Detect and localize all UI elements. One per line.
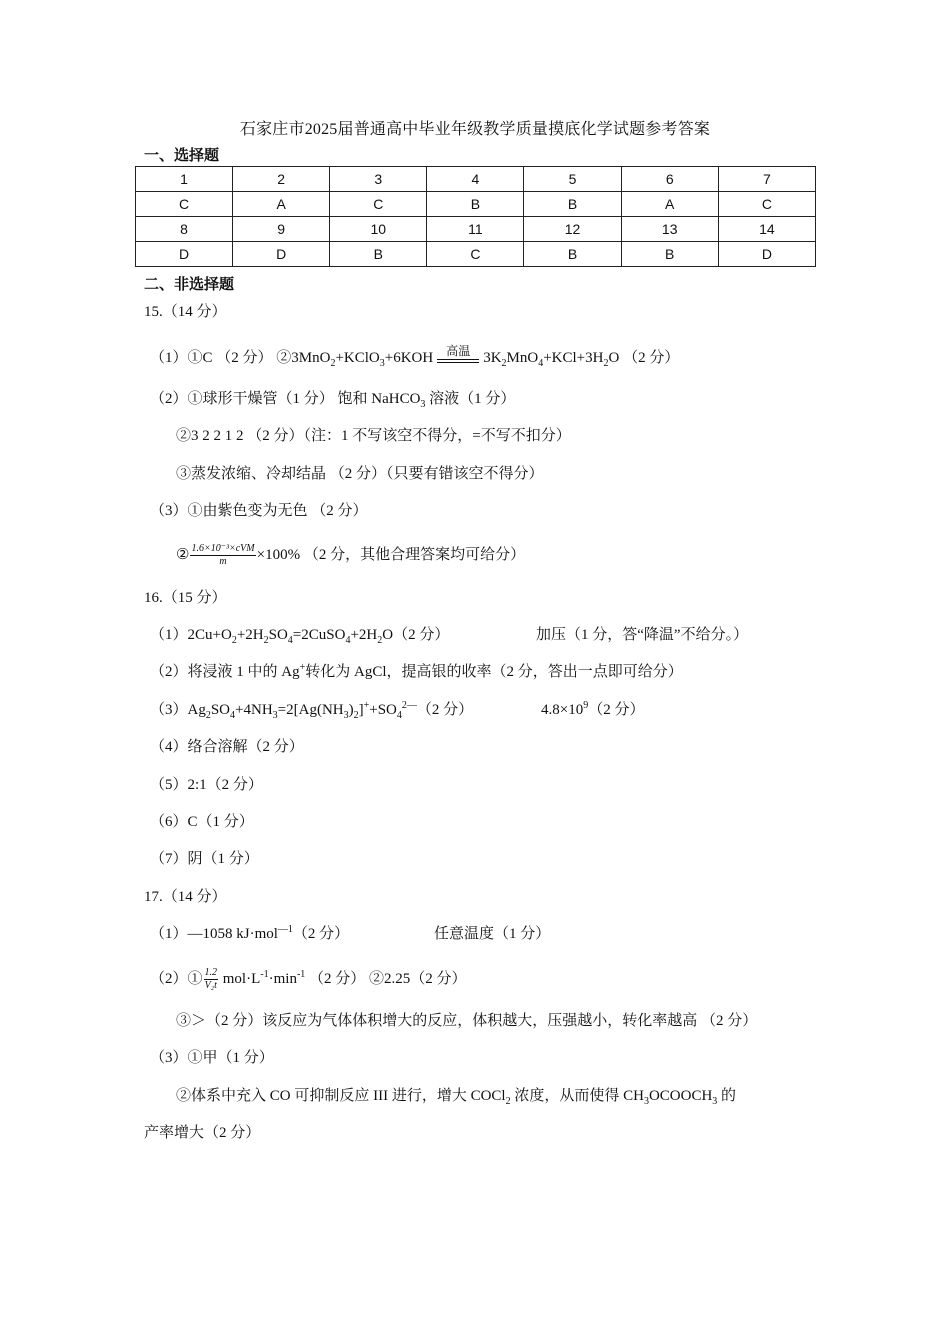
table-cell: 12	[524, 217, 621, 242]
table-row	[136, 217, 816, 242]
q17-line-6: 产率增大（2 分）	[144, 1125, 261, 1141]
table-cell: 13	[621, 217, 718, 242]
table-cell: B	[524, 192, 621, 217]
q15-l2-text: （2）①球形干燥管（1 分） 饱和 NaHCO	[150, 391, 421, 407]
table-cell: A	[233, 192, 330, 217]
table-row	[136, 192, 816, 217]
table-cell: C	[136, 192, 233, 217]
table-cell: 9	[233, 217, 330, 242]
table-cell: A	[621, 192, 718, 217]
q17-line-5: ②体系中充入 CO 可抑制反应 III 进行，增大 COCl$_2$ 浓度，从而使得 $CH_3OCOOCH_3$ 的	[176, 1088, 737, 1107]
table-cell: B	[330, 242, 427, 267]
q15-l2-text-b: 溶液（1 分）	[425, 391, 516, 407]
q17-heading: 17.（14 分）	[144, 889, 227, 905]
table-cell: B	[621, 242, 718, 267]
table-cell: C	[330, 192, 427, 217]
table-cell: 2	[233, 167, 330, 192]
table-cell: 4	[427, 167, 524, 192]
table-cell: C	[427, 242, 524, 267]
q15-line-3: ②3 2 2 1 2 （2 分）（注：1 不写该空不得分，=不写不扣分）	[176, 428, 571, 444]
q17-line-1b: 任意温度（1 分）	[434, 926, 551, 942]
section-nonchoice-heading: 二、非选择题	[144, 275, 235, 293]
table-cell: B	[524, 242, 621, 267]
table-cell: 3	[330, 167, 427, 192]
table-cell: 11	[427, 217, 524, 242]
q16-line-7: （7）阴（1 分）	[150, 851, 259, 867]
q16-line-3: $(3)Ag_2SO_4+4NH_3=2[Ag(NH_3)_2]^++SO_4^{2—}(2$ 分）	[150, 700, 474, 721]
table-cell: 8	[136, 217, 233, 242]
q16-line-1b: 加压（1 分，答“降温”不给分。）	[536, 627, 749, 643]
table-cell: D	[233, 242, 330, 267]
rate-fraction: $\frac{1.2}{\text{V₂t}}$	[204, 967, 218, 991]
q16-heading: 16.（15 分）	[144, 590, 227, 606]
table-cell: C	[718, 192, 815, 217]
q15-line-2: （2）①球形干燥管（1 分） 饱和 NaHCO$_3$ 溶液（1 分）	[150, 391, 516, 410]
table-cell: 1	[136, 167, 233, 192]
q17-line-4: （3）①甲（1 分）	[150, 1050, 274, 1066]
q16-line-6: （6）C（1 分）	[150, 814, 254, 830]
q16-line-4: （4）络合溶解（2 分）	[150, 739, 304, 755]
q16-line-1: $(1)2Cu+O_2+2H_2SO_4=2CuSO_4+2H_2O(2$ 分）	[150, 627, 450, 646]
table-cell: D	[718, 242, 815, 267]
q15-line-4: ③蒸发浓缩、冷却结晶 （2 分）（只要有错该空不得分）	[176, 466, 544, 482]
q15-l1-text: （1）①C （2 分） ②3MnO	[150, 350, 331, 366]
q15-line-1: （1）①C （2 分） ②3MnO$_2$+KClO$_3$+6KOH 高温 $3K_2MnO_4+KCl+3H_2O$ （2 分）	[150, 343, 680, 369]
q17-line-2: （2）① $\frac{1.2}{\text{V₂t}}$ $mol\cdot L^{-1}\cdot\min^{-1}$ （2 分） ②2.25（2 分）	[150, 967, 467, 991]
table-cell: 14	[718, 217, 815, 242]
q17-line-1: （1）—1058 kJ·mol$^{—1}$（2 分）	[150, 924, 350, 942]
table-cell: 10	[330, 217, 427, 242]
table-cell: D	[136, 242, 233, 267]
q15-heading: 15.（14 分）	[144, 304, 227, 320]
q16-line-3b: $4.8\times 10^9(2$ 分）	[541, 700, 645, 718]
purity-fraction: $\frac{\text{1.6×10⁻³×cVM}}{m}$	[191, 543, 255, 567]
table-row	[136, 167, 816, 192]
q16-line-2: （2）将浸液 1 中的 Ag+转化为 AgCl，提高银的收率（2 分，答出一点即可给分）	[150, 662, 683, 680]
q16-line-5: （5）2:1（2 分）	[150, 777, 263, 793]
reaction-condition: 高温	[437, 349, 479, 369]
q17-line-3: ③＞（2 分）该反应为气体体积增大的反应，体积越大，压强越小，转化率越高 （2 分）	[176, 1013, 758, 1029]
page-title: 石家庄市2025届普通高中毕业年级教学质量摸底化学试题参考答案	[239, 121, 711, 138]
table-cell: B	[427, 192, 524, 217]
q15-line-6: ② $\frac{\text{1.6×10⁻³×cVM}}{m}$ ×100% （2 分，其他合理答案均可给分）	[176, 543, 526, 567]
table-row	[136, 242, 816, 267]
table-cell: 5	[524, 167, 621, 192]
answer-table	[135, 166, 816, 267]
section-choice-heading: 一、选择题	[144, 146, 220, 164]
q15-line-5: （3）①由紫色变为无色 （2 分）	[150, 503, 368, 519]
table-cell: 7	[718, 167, 815, 192]
table-cell: 6	[621, 167, 718, 192]
